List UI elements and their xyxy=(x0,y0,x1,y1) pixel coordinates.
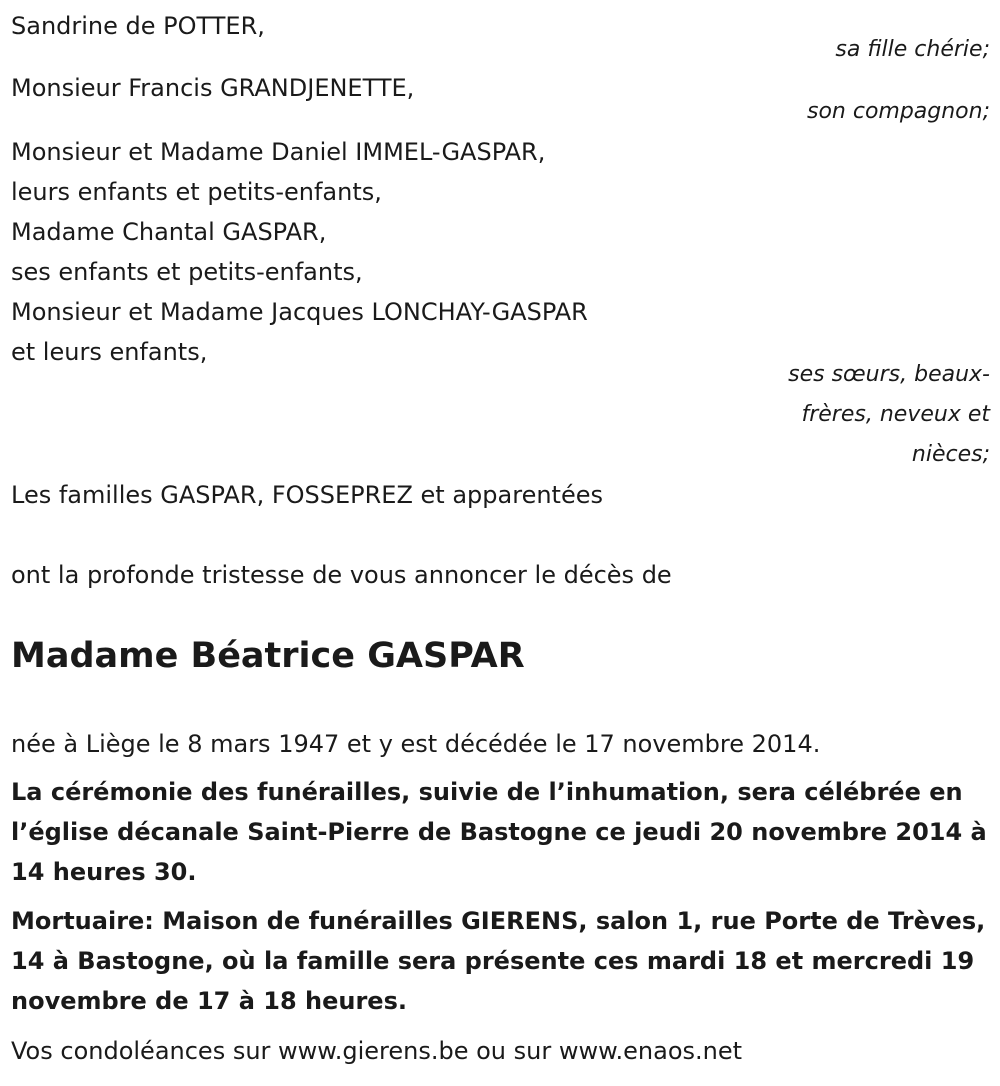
siblings-relation-line: ses sœurs, beaux- xyxy=(788,362,990,387)
siblings-line: Madame Chantal GASPAR, xyxy=(11,218,327,246)
mortuary-paragraph: Mortuaire: Maison de funérailles GIERENS, salon 1, rue Porte de Trèves, 14 à Bastogne, où la famille sera présente ces mardi 18 et mercredi 19 novembre de 17 à 18 heures. xyxy=(11,907,986,1015)
siblings-line: Monsieur et Madame Daniel IMMEL-GASPAR, xyxy=(11,138,546,166)
condolences-line: Vos condoléances sur www.gierens.be ou sur www.enaos.net xyxy=(11,1037,743,1065)
ceremony-paragraph: La cérémonie des funérailles, suivie de l’inhumation, sera célébrée en l’église décanale Saint-Pierre de Bastogne ce jeudi 20 novembre 2014 à 14 heures 30. xyxy=(11,778,987,886)
partner-name: Monsieur Francis GRANDJENETTE, xyxy=(11,74,415,102)
daughter-relation: sa fille chérie; xyxy=(835,37,990,62)
siblings-line: ses enfants et petits-enfants, xyxy=(11,258,363,286)
deceased-name: Madame Béatrice GASPAR xyxy=(11,636,525,676)
siblings-line: Monsieur et Madame Jacques LONCHAY-GASPAR xyxy=(11,298,588,326)
birth-death-line: née à Liège le 8 mars 1947 et y est décédée le 17 novembre 2014. xyxy=(11,730,821,758)
siblings-relation-line: nièces; xyxy=(911,442,990,467)
partner-relation: son compagnon; xyxy=(806,99,990,124)
daughter-name: Sandrine de POTTER, xyxy=(11,12,265,40)
siblings-line: leurs enfants et petits-enfants, xyxy=(11,178,382,206)
siblings-relation-line: frères, neveux et xyxy=(801,402,990,427)
siblings-line: et leurs enfants, xyxy=(11,338,208,366)
announcement-intro: ont la profonde tristesse de vous annoncer le décès de xyxy=(11,561,672,589)
families-line: Les familles GASPAR, FOSSEPREZ et apparentées xyxy=(11,481,603,509)
